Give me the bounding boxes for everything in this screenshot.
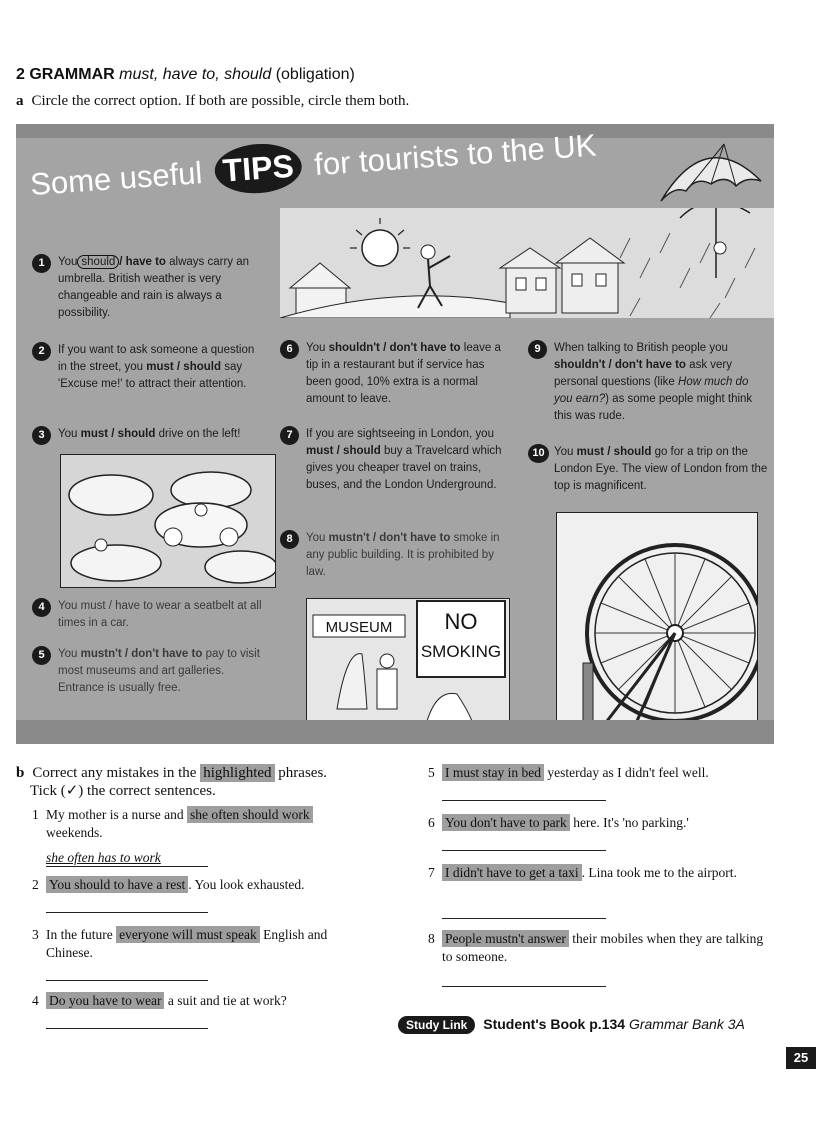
- item-7-answer-line[interactable]: [442, 918, 606, 919]
- panel-title-after: for tourists to the UK: [313, 127, 598, 183]
- no-sign-text: NO: [444, 609, 478, 634]
- item-5-answer-line[interactable]: [442, 800, 606, 801]
- exercise-b-text-post: phrases.: [278, 765, 328, 781]
- tip-6-number: 6: [280, 340, 299, 359]
- tip-7: [280, 426, 512, 494]
- tip-10-number: 10: [528, 444, 549, 463]
- item-1-answer-line[interactable]: [46, 866, 208, 867]
- tip-1-number: 1: [32, 254, 51, 273]
- panel-bottom-band: [16, 720, 774, 744]
- tip-8-post: smoke in any public building. It is prohibited by law.: [306, 532, 500, 578]
- london-eye-illustration: [556, 512, 758, 722]
- study-link-bank: Grammar Bank 3A: [628, 1016, 745, 1032]
- tip-5-number: 5: [32, 646, 51, 665]
- exercise-a-instruction: [16, 93, 409, 110]
- tip-9-option[interactable]: shouldn't / don't have to: [554, 359, 686, 371]
- item-8-number: 8: [428, 931, 435, 946]
- item-2-highlight: You should to have a rest: [46, 876, 188, 893]
- item-7-post: . Lina took me to the airport.: [581, 865, 737, 880]
- tip-1-circled-option[interactable]: should: [77, 255, 119, 269]
- exercise-item-6: [428, 814, 778, 832]
- section-title: GRAMMAR: [29, 66, 115, 83]
- tip-6: [280, 340, 512, 408]
- exercise-item-5: [428, 764, 778, 782]
- item-8-highlight: People mustn't answer: [442, 930, 569, 947]
- tip-7-pre: If you are sightseeing in London, you: [306, 428, 494, 440]
- item-6-answer-line[interactable]: [442, 850, 606, 851]
- exercise-b-text-pre: Correct any mistakes in the: [32, 765, 197, 781]
- tip-2-pre: If you want to ask someone a question in the street, you: [58, 344, 255, 373]
- tip-7-option[interactable]: must / should: [306, 445, 381, 457]
- tip-9-number: 9: [528, 340, 547, 359]
- item-4-answer-line[interactable]: [46, 1028, 208, 1029]
- smoking-sign-text: SMOKING: [420, 642, 502, 661]
- exercise-b-highlight-word: highlighted: [200, 764, 274, 782]
- tip-4: [32, 598, 268, 632]
- tip-3-post: drive on the left!: [158, 428, 241, 440]
- item-4-post: a suit and tie at work?: [167, 993, 287, 1008]
- tip-10: [528, 444, 768, 495]
- exercise-a-text: Circle the correct option. If both are possible, circle them both.: [31, 93, 410, 109]
- tip-8-option[interactable]: mustn't / don't have to: [328, 532, 451, 544]
- tip-10-pre: You: [554, 446, 574, 458]
- exercise-item-2: [32, 876, 362, 894]
- tip-4-pre: You: [58, 600, 78, 612]
- item-3-pre: In the future: [46, 927, 113, 942]
- page-number: 25: [786, 1047, 816, 1069]
- tip-2-post: say 'Excuse me!' to attract their attention.: [58, 361, 247, 390]
- tip-5: [32, 646, 268, 697]
- tip-3-option[interactable]: must / should: [80, 428, 156, 440]
- item-5-highlight: I must stay in bed: [442, 764, 544, 781]
- tip-5-pre: You: [58, 648, 78, 660]
- section-heading: [16, 66, 355, 84]
- tip-9: [528, 340, 768, 425]
- item-5-post: yesterday as I didn't feel well.: [547, 765, 709, 780]
- panel-title-before: Some useful: [29, 155, 204, 203]
- section-topic: must, have to, should: [119, 66, 272, 83]
- exercise-item-1: [32, 806, 362, 842]
- item-2-post: . You look exhausted.: [188, 877, 305, 892]
- item-7-number: 7: [428, 865, 435, 880]
- item-1-answer[interactable]: she often has to work: [46, 850, 161, 865]
- section-note: (obligation): [275, 66, 355, 83]
- tip-2: [32, 342, 262, 393]
- tip-5-option[interactable]: mustn't / don't have to: [80, 648, 203, 660]
- tip-2-number: 2: [32, 342, 51, 361]
- item-8-answer-line[interactable]: [442, 986, 606, 987]
- item-1-number: 1: [32, 807, 39, 822]
- tip-4-option[interactable]: must / have to: [80, 600, 153, 612]
- item-2-number: 2: [32, 877, 39, 892]
- exercise-item-8: [428, 930, 772, 966]
- exercise-b-text-line2: Tick (✓) the correct sentences.: [30, 783, 216, 799]
- item-1-post: weekends.: [46, 825, 103, 840]
- item-8-post: their mobiles when they are talking to someone.: [442, 931, 764, 964]
- item-3-highlight: everyone will must speak: [116, 926, 260, 943]
- tip-9-post: ask very personal questions (like: [554, 359, 732, 388]
- tip-6-option[interactable]: shouldn't / don't have to: [328, 342, 461, 354]
- tip-10-post: go for a trip on the London Eye. The view of London from the top is magnificent.: [554, 446, 768, 492]
- exercise-item-7: [428, 864, 758, 882]
- item-1-pre: My mother is a nurse and: [46, 807, 184, 822]
- study-link-book: Student's Book p.134: [483, 1016, 626, 1032]
- tip-3: [32, 426, 268, 443]
- item-3-post: English and Chinese.: [46, 927, 328, 960]
- tip-1-option[interactable]: / have to: [119, 256, 166, 268]
- tip-8-pre: You: [306, 532, 326, 544]
- tips-panel: [16, 124, 774, 744]
- tip-9-example: How much do you earn?: [554, 376, 749, 405]
- exercise-b-letter: b: [16, 765, 25, 781]
- item-4-number: 4: [32, 993, 39, 1008]
- tip-6-pre: You: [306, 342, 326, 354]
- panel-title-tips: TIPS: [213, 141, 303, 196]
- exercise-a-letter: a: [16, 93, 24, 109]
- item-1-highlight: she often should work: [187, 806, 313, 823]
- tip-4-number: 4: [32, 598, 51, 617]
- museum-illustration: [306, 598, 510, 722]
- traffic-illustration: [60, 454, 276, 588]
- tip-8-number: 8: [280, 530, 299, 549]
- item-6-highlight: You don't have to park: [442, 814, 570, 831]
- item-3-answer-line[interactable]: [46, 980, 208, 981]
- tip-7-number: 7: [280, 426, 299, 445]
- item-6-number: 6: [428, 815, 435, 830]
- tip-3-pre: You: [58, 428, 78, 440]
- tip-1-pre: You: [58, 256, 78, 268]
- study-link-badge: Study Link: [398, 1016, 475, 1034]
- item-5-number: 5: [428, 765, 435, 780]
- study-link[interactable]: [398, 1016, 745, 1034]
- item-4-highlight: Do you have to wear: [46, 992, 164, 1009]
- exercise-b-instruction: [16, 764, 327, 800]
- tip-1-post: always carry an umbrella. British weather is very changeable and rain is always a possibility.: [58, 256, 250, 319]
- item-3-number: 3: [32, 927, 39, 942]
- item-2-answer-line[interactable]: [46, 912, 208, 913]
- tip-1: [32, 254, 264, 322]
- exercise-item-3: [32, 926, 362, 962]
- tip-7-post: buy a Travelcard which gives you cheaper travel on trains, buses, and the London Underground.: [306, 445, 502, 491]
- tip-5-post: pay to visit most museums and art galleries. Entrance is usually free.: [58, 648, 260, 694]
- umbrella-icon: [656, 136, 766, 206]
- tip-6-post: leave a tip in a restaurant but if service has been good, 10% extra is a normal amount to leave.: [306, 342, 501, 405]
- rain-illustration: [280, 208, 774, 318]
- museum-sign-text: MUSEUM: [325, 619, 393, 636]
- tip-2-option[interactable]: must / should: [146, 361, 221, 373]
- tip-3-number: 3: [32, 426, 51, 445]
- tip-9-post2: ) as some people might think this was rude.: [554, 393, 753, 422]
- section-number: 2: [16, 66, 25, 83]
- item-6-post: here. It's 'no parking.': [573, 815, 689, 830]
- tip-4-post: wear a seatbelt at all times in a car.: [58, 600, 262, 629]
- tip-9-pre: When talking to British people you: [554, 342, 728, 354]
- item-7-highlight: I didn't have to get a taxi: [442, 864, 582, 881]
- tip-8: [280, 530, 512, 581]
- tip-10-option[interactable]: must / should: [576, 446, 652, 458]
- exercise-item-4: [32, 992, 362, 1010]
